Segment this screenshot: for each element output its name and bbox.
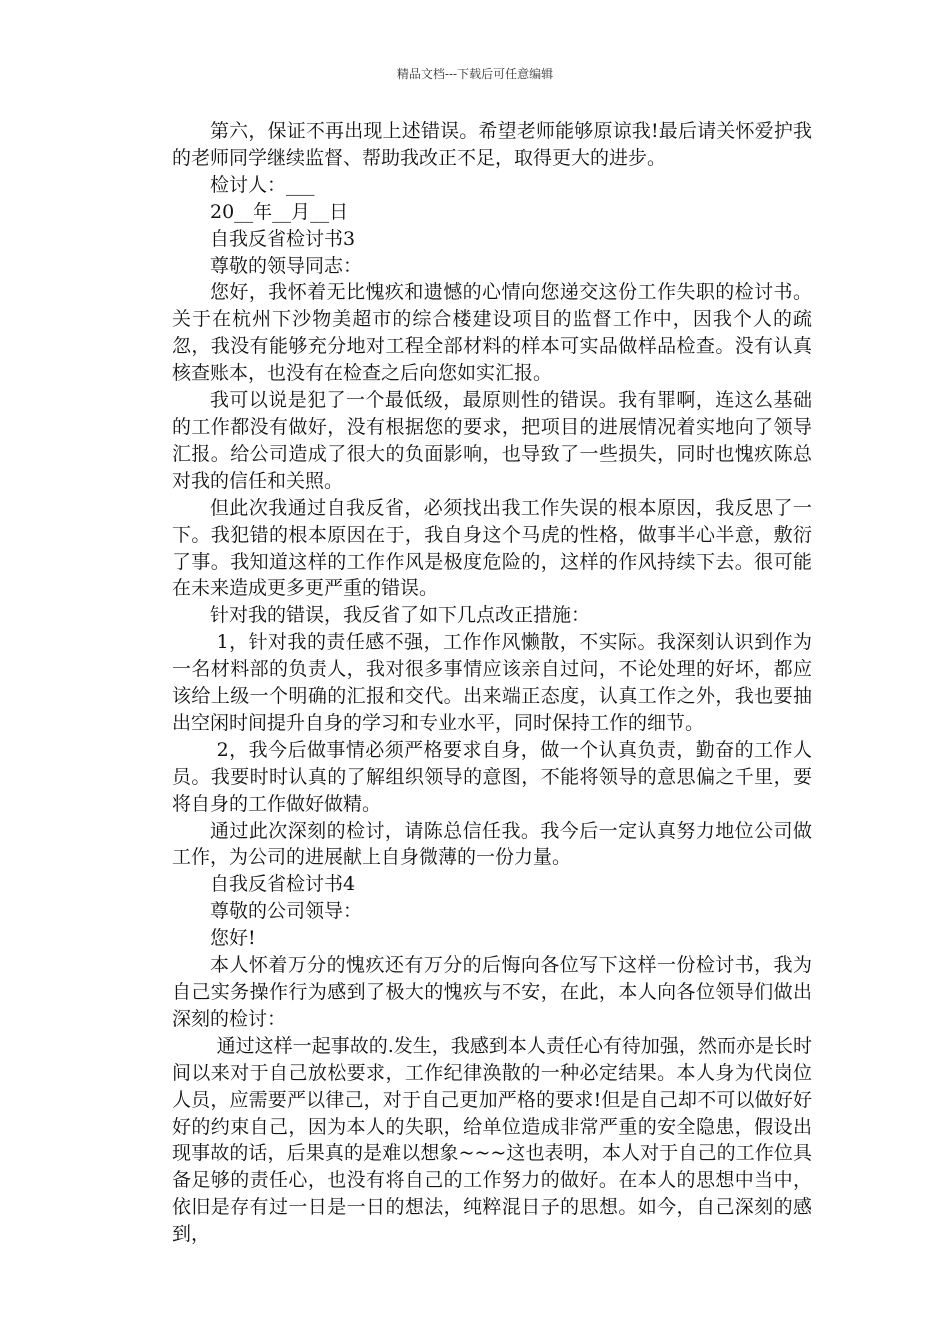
paragraph-measure-1: 1，针对我的责任感不强，工作作风懒散，不实际。我深刻认识到作为一名材料部的负责人，我对很多事情应该亲自过问，不论处理的好坏，都应该给上级一个明确的汇报和交代。出来端正态度，认真工作之外，我也要抽出空闲时间提升自身的学习和专业水平，同时保持工作的细节。: [172, 631, 812, 734]
signature-line: 检讨人：___: [210, 173, 315, 196]
salutation-4: 尊敬的公司领导：: [210, 900, 363, 923]
paragraph-incident: 通过这样一起事故的.发生，我感到本人责任心有待加强，然而亦是长时间以来对于自己放松要求，工作纪律涣散的一种必定结果。本人身为代岗位人员，应需要严以律己，对于自己更加严格的要求!但是自己却不可以做好好好的约束自己，因为本人的失职，给单位造成非常严重的安全隐患，假设出现事故的话，后果真的是难以想象~~~这也表明，本人对于自己的工作位具备足够的责任心，也没有将自己的工作努力的做好。在本人的思想中当中，依旧是存有过一日是一日的想法，纯粹混日子的思想。如今，自己深刻的感到，: [172, 1034, 812, 1246]
section-title-3: 自我反省检讨书3: [210, 227, 356, 250]
paragraph-measures-intro: 针对我的错误，我反省了如下几点改正措施：: [210, 604, 591, 627]
date-line: 20__年__月__日: [210, 200, 349, 223]
section-title-4: 自我反省检讨书4: [210, 873, 356, 896]
paragraph-closing-3: 通过此次深刻的检讨，请陈总信任我。我今后一定认真努力地位公司做工作，为公司的进展献上自身微薄的一份力量。: [172, 819, 812, 869]
paragraph-intro-4: 本人怀着万分的愧疚还有万分的后悔向各位写下这样一份检讨书，我为自己实务操作行为感到了极大的愧疚与不安，在此，本人向各位领导们做出深刻的检讨：: [172, 954, 812, 1030]
document-body: [172, 118, 812, 1248]
salutation-3: 尊敬的领导同志：: [210, 254, 363, 277]
greeting-4: 您好!: [210, 927, 256, 950]
page-header: 精品文档---下载后可任意编辑: [396, 67, 554, 81]
paragraph-measure-2: 2，我今后做事情必须严格要求自身，做一个认真负责，勤奋的工作人员。我要时时认真的了解组织领导的意图，不能将领导的意思偏之千里，要将自身的工作做好做精。: [172, 738, 812, 815]
paragraph-mistake: 我可以说是犯了一个最低级，最原则性的错误。我有罪啊，连这么基础的工作都没有做好，没有根据您的要求，把项目的进展情况着实地向了领导汇报。给公司造成了很大的负面影响，也导致了一些损失，同时也愧疚陈总对我的信任和关照。: [172, 389, 812, 492]
paragraph-guarantee: 第六，保证不再出现上述错误。希望老师能够原谅我!最后请关怀爱护我的老师同学继续监督、帮助我改正不足，取得更大的进步。: [172, 120, 812, 169]
paragraph-intro-3: 您好，我怀着无比愧疚和遗憾的心情向您递交这份工作失职的检讨书。关于在杭州下沙物美超市的综合楼建设项目的监督工作中，因我个人的疏忽，我没有能够充分地对工程全部材料的样本可实品做样品检查。没有认真核查账本，也没有在检查之后向您如实汇报。: [172, 281, 812, 385]
paragraph-reflection: 但此次我通过自我反省，必须找出我工作失误的根本原因，我反思了一下。我犯错的根本原因在于，我自身这个马虎的性格，做事半心半意，敷衍了事。我知道这样的工作作风是极度危险的，这样的作风持续下去。很可能在未来造成更多更严重的错误。: [172, 496, 812, 600]
